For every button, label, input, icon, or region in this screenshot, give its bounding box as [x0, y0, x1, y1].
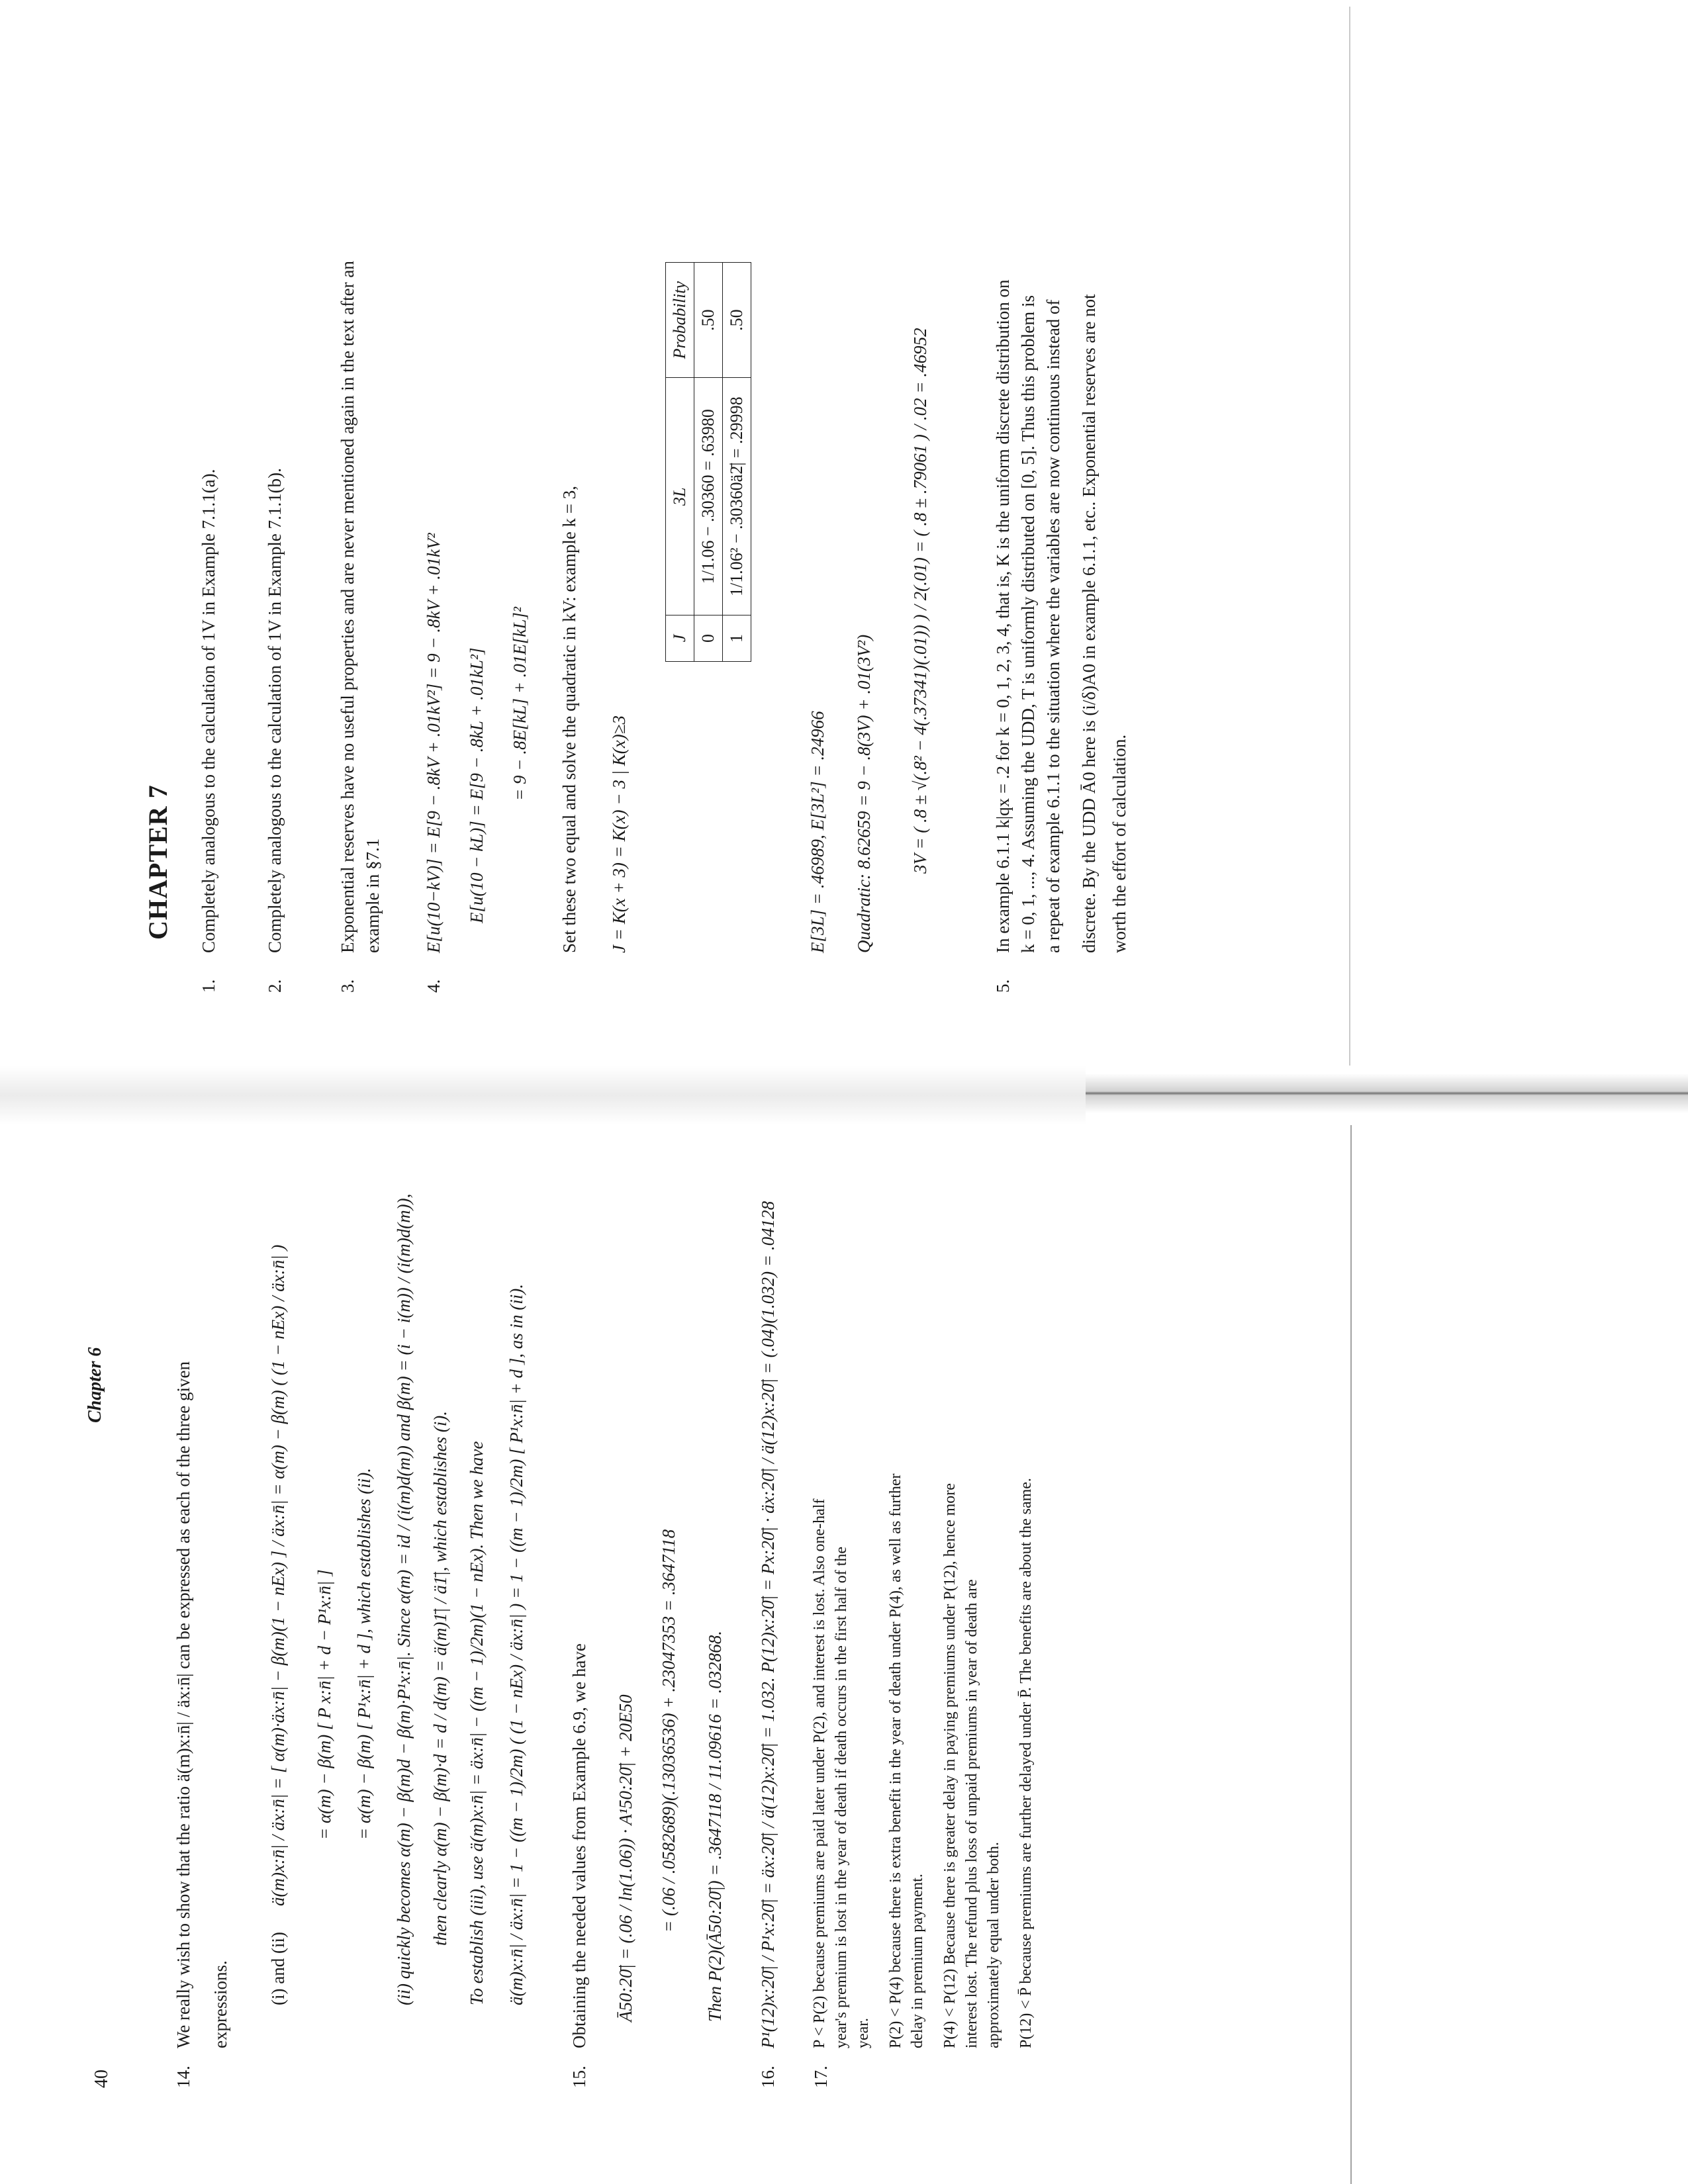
text-line: delay in premium payment. [909, 1874, 926, 2048]
text-line: P(12) < P̄ because premiums are further delayed under P̄. The benefits are about the same. [1017, 1478, 1035, 2048]
text-line: expressions. [211, 1960, 230, 2048]
column-header: Probability [666, 262, 694, 377]
text-line: Obtaining the needed values from Example 6.9, we have [569, 1643, 589, 2048]
equation-line: 3V = ( .8 ± √(.8² − 4(.37341)(.01)) ) / 2(.01) = ( .8 ± .79061 ) / .02 = .46952 [910, 328, 930, 874]
equation-line: To establish (iii), use ä(m)x:n̄| = äx:n̄| − ((m − 1)/2m)(1 − nEx). Then we have [467, 1441, 487, 2005]
equation-line: = α(m) − β(m) [ P¹x:n̄| + d ], which establishes (ii). [354, 1468, 374, 1840]
problem-number: 3. [338, 979, 357, 993]
equation-line: P¹(12)x:20̄| / P¹x:20̄| = äx:20̄| / ä(12)x:20̄| = 1.032. P(12)x:20̄| = Px:20̄| · äx:20̄| / ä(12)x:20̄| = (.04)(1.032) = .04128 [758, 1201, 778, 2048]
text-line: In example 6.1.1 k|qx = .2 for k = 0, 1, 2, 3, 4, that is, K is the uniform discrete distribution on [993, 279, 1013, 953]
table-row [694, 262, 723, 661]
problem-number: 15. [569, 2066, 589, 2088]
text-line: Completely analogous to the calculation of 1V in Example 7.1.1(b). [265, 468, 285, 953]
chapter-title: CHAPTER 7 [143, 784, 173, 940]
column-header: J [666, 615, 694, 662]
equation-line: then clearly α(m) − β(m)·d = d / d(m) = ä(m)1̄| / ä1̄|, which establishes (i). [430, 1411, 450, 1946]
text-line: P(4) < P(12) Because there is greater delay in paying premiums under P(12), hence more [941, 1483, 959, 2048]
sub-label: (i) and (ii) [268, 1932, 288, 2005]
problem-number: 16. [758, 2066, 778, 2088]
table-cell: 1 [723, 615, 751, 662]
equation-line: E[u(10−kV)] = E[9 − .8kV + .01kV²] = 9 − .8kV + .01kV² [424, 533, 444, 953]
problem-number: 2. [265, 979, 285, 993]
text-line: discrete. By the UDD Ā0 here is (i/δ)A0 in example 6.1.1, etc.. Exponential reserves are not [1079, 294, 1099, 953]
text-line: k = 0, 1, ..., 4. Assuming the UDD, T is uniformly distributed on [0, 5]. Thus this problem is [1018, 295, 1038, 953]
probability-table [665, 262, 751, 662]
equation-line: ä(m)x:n̄| / äx:n̄| = 1 − ((m − 1)/2m) ( (1 − nEx) / äx:n̄| ) = 1 − ((m − 1)/2m) [ P¹x:n̄| + d ], as in (ii). [506, 1283, 526, 2005]
text-line: Completely analogous to the calculation of 1V in Example 7.1.1(a). [199, 469, 218, 953]
table-cell: .50 [723, 262, 751, 377]
text-line: worth the effort of calculation. [1109, 734, 1129, 953]
text-line: P < P(2) because premiums are paid later under P(2), and interest is lost. Also one-half [811, 1498, 828, 2048]
equation-line: Ā50:20̄| = (.06 / ln(1.06)) · A¹50:20̄| + 20E50 [616, 1694, 635, 2022]
page-number: 40 [91, 2070, 112, 2088]
text-line: approximately equal under both. [985, 1842, 1002, 2048]
equation-line: E[u(10 − kL)] = E[9 − .8kL + .01kL²] [467, 647, 487, 923]
text-line: year. [855, 2018, 872, 2048]
equation-line: E[3L] = .46989, E[3L²] = .24966 [808, 711, 827, 953]
equation-line: = (.06 / .0582689)(.13036536) + .23047353 = .3647118 [659, 1529, 679, 1933]
equation-line: (ii) quickly becomes α(m) − β(m)d − β(m)·P¹x:n̄|. Since α(m) = id / (i(m)d(m)) and β(m) = (i − i(m)) / (i(m)d(m)), [394, 1193, 414, 2005]
equation-line: = 9 − .8E[kL] + .01E[kL]² [510, 606, 530, 801]
table-cell: .50 [694, 262, 723, 377]
column-header: 3L [666, 378, 694, 615]
problem-number: 14. [173, 2066, 193, 2088]
text-line: example in §7.1 [363, 838, 383, 953]
equation-line: Then P(2)(Ā50:20̄|) = .3647118 / 11.09616 = .032868. [705, 1630, 725, 2022]
problem-number: 1. [199, 979, 218, 993]
problem-number: 4. [424, 979, 444, 993]
equation-line: J = K(x + 3) = K(x) − 3 | K(x)≥3 [609, 715, 629, 953]
text-line: We really wish to show that the ratio ä(m)x:n̄| / äx:n̄| can be expressed as each of the three given [173, 1361, 193, 2048]
text-line: interest lost. The refund plus loss of unpaid premiums in year of death are [963, 1579, 980, 2048]
equation-line: ä(m)x:n̄| / äx:n̄| = [ α(m)·äx:n̄| − β(m)(1 − nEx) ] / äx:n̄| = α(m) − β(m) ( (1 − nEx) / äx:n̄| ) [268, 1244, 288, 1906]
equation-line: = α(m) − β(m) [ P x:n̄| + d − P¹x:n̄| ] [314, 1569, 334, 1840]
running-head: Chapter 6 [85, 1347, 105, 1423]
table-cell: 1/1.06² − .30360ä2̄| = .29998 [723, 378, 751, 615]
text-line: a repeat of example 6.1.1 to the situation where the variables are now continuous instead of [1043, 299, 1063, 953]
equation-line: Quadratic: 8.62659 = 9 − .8(3V) + .01(3V²) [854, 634, 874, 953]
text-line: Set these two equal and solve the quadratic in kV: example k = 3, [559, 485, 579, 953]
table-row [723, 262, 751, 661]
problem-number: 17. [811, 2066, 831, 2088]
table-cell: 1/1.06 − .30360 = .63980 [694, 378, 723, 615]
text-line: year's premium is lost in the year of death if death occurs in the first half of the [833, 1546, 850, 2048]
problem-number: 5. [993, 979, 1013, 993]
table-cell: 0 [694, 615, 723, 662]
text-line: P(2) < P(4) because there is extra benefit in the year of death under P(4), as well as further [887, 1473, 904, 2048]
text-line: Exponential reserves have no useful properties and are never mentioned again in the text after an [338, 261, 357, 953]
left-page [0, 1092, 1688, 2184]
table-header-row [666, 262, 694, 661]
